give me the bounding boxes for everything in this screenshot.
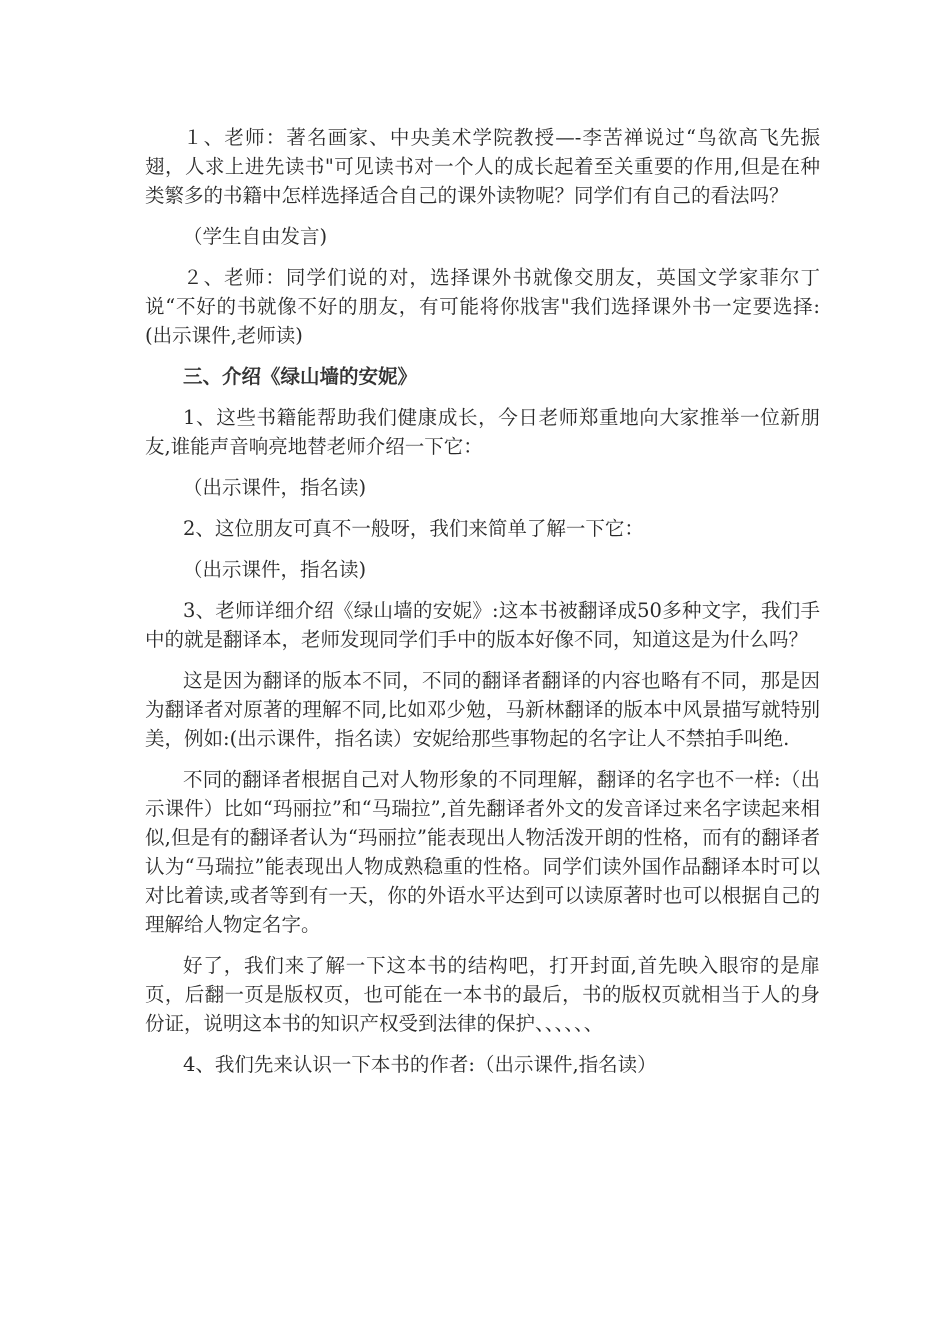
paragraph-book-structure: 好了，我们来了解一下这本书的结构吧，打开封面,首先映入眼帘的是扉页，后翻一页是版权页，也可能在一本书的最后，书的版权页就相当于人的身份证，说明这本书的知识产权受到法律的保护、、、、、、 bbox=[145, 954, 820, 1035]
paragraph-courseware-1: （出示课件，指名读) bbox=[183, 476, 367, 499]
paragraph-teacher-2: ２、老师：同学们说的对，选择课外书就像交朋友，英国文学家菲尔丁说“不好的书就像不好的朋友，有可能将你戕害"我们选择课外书一定要选择:(出示课件,老师读) bbox=[145, 266, 820, 347]
paragraph-point-3: 3、老师详细介绍《绿山墙的安妮》:这本书被翻译成50多种文字，我们手中的就是翻译本，老师发现同学们手中的版本好像不同，知道这是为什么吗？ bbox=[145, 599, 820, 651]
document-page bbox=[145, 123, 820, 1091]
paragraph-teacher-1: １、老师：著名画家、中央美术学院教授—-李苦禅说过“鸟欲高飞先振翅，人求上进先读书"可见读书对一个人的成长起着至关重要的作用,但是在种类繁多的书籍中怎样选择适合自己的课外读物呢？同学们有自己的看法吗？ bbox=[145, 126, 820, 207]
paragraph-point-2: 2、这位朋友可真不一般呀，我们来简单了解一下它： bbox=[183, 517, 644, 540]
section-heading: 三、介绍《绿山墙的安妮》 bbox=[183, 365, 418, 388]
paragraph-students-speak: （学生自由发言) bbox=[183, 225, 328, 248]
paragraph-courseware-2: （出示课件，指名读) bbox=[183, 558, 367, 581]
paragraph-point-4: 4、我们先来认识一下本书的作者:（出示课件,指名读） bbox=[183, 1053, 657, 1076]
paragraph-translation-names: 不同的翻译者根据自己对人物形象的不同理解，翻译的名字也不一样:（出示课件）比如“玛丽拉”和“马瑞拉”,首先翻译者外文的发音译过来名字读起来相似,但是有的翻译者认为“玛丽拉”能表现出人物活泼开朗的性格，而有的翻译者认为“马瑞拉”能表现出人物成熟稳重的性格。同学们读外国作品翻译本时可以对比着读,或者等到有一天，你的外语水平达到可以读原著时也可以根据自己的理解给人物定名字。 bbox=[145, 768, 820, 936]
paragraph-point-1: 1、这些书籍能帮助我们健康成长，今日老师郑重地向大家推举一位新朋友,谁能声音响亮地替老师介绍一下它： bbox=[145, 406, 820, 458]
paragraph-translation-versions: 这是因为翻译的版本不同，不同的翻译者翻译的内容也略有不同，那是因为翻译者对原著的理解不同,比如邓少勉，马新林翻译的版本中风景描写就特别美，例如:(出示课件，指名读）安妮给那些事物起的名字让人不禁拍手叫绝. bbox=[145, 669, 820, 750]
